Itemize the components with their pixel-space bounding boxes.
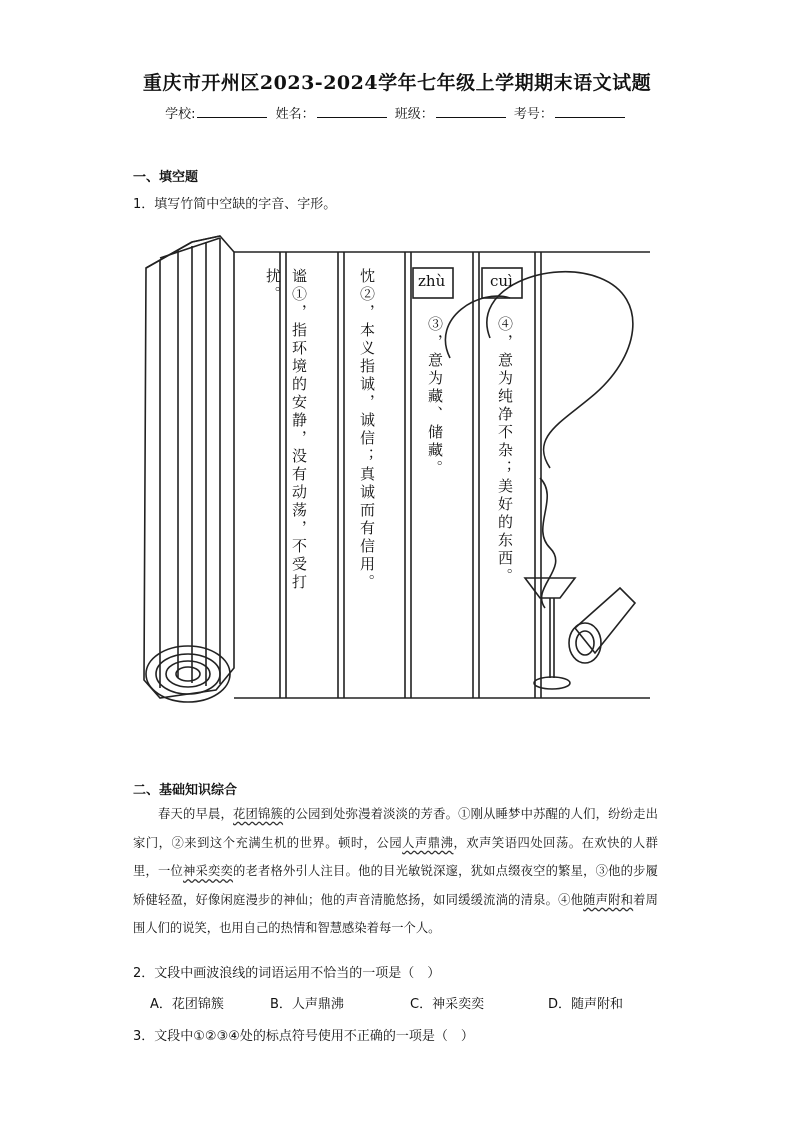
name-blank[interactable] [317,105,387,118]
reading-paragraph [133,800,658,943]
paragraph-text: 的老者格外引人注目。他的目光敏锐深邃，犹如点缀夜空的繁星，③他的步履矫健轻盈，好像闲庭漫步的神仙；他的声音清脆悠扬，如同缓缓流淌的清泉。④他 [133,864,658,907]
section-2-heading: 二、基础知识综合 [133,783,238,798]
paragraph-text: 着周围人们的说笑，也用自己的热情和智慧感染着每一个人。 [133,892,658,936]
scroll-pinyin-4: cuì [490,272,513,290]
option-b[interactable]: B．人声鼎沸 [270,997,344,1012]
bamboo-scroll-figure [130,228,670,708]
school-blank[interactable] [197,105,267,118]
class-blank[interactable] [436,105,506,118]
name-label: 姓名： [275,107,315,122]
question-3: 3．文段中①②③④处的标点符号使用不正确的一项是（ ） [133,1029,474,1044]
option-d[interactable]: D．随声附和 [548,997,624,1012]
exam-no-blank[interactable] [555,105,625,118]
question-1: 1．填写竹简中空缺的字音、字形。 [133,197,337,212]
wavy-word-4: 随声附和 [583,892,634,907]
bamboo-scroll-drawing [130,228,670,708]
scroll-column-4: ④，意为纯净不杂；美好的东西。 [496,316,514,586]
scroll-column-1a: 谧①，指环境的安静，没有动荡，不受打 [290,268,308,592]
school-label: 学校: [165,107,196,122]
option-a[interactable]: A．花团锦簇 [150,997,224,1012]
wavy-word-1: 花团锦簇 [233,807,284,821]
student-info-line [0,103,794,122]
scroll-column-2: 忱②，本义指诚，诚信；真诚而有信用。 [358,268,376,592]
paragraph-text: 春天的早晨， [158,807,234,821]
wavy-word-2: 人声鼎沸 [402,835,454,850]
wavy-word-3: 神采奕奕 [183,864,234,879]
scroll-pinyin-3: zhù [418,272,446,290]
paragraph-text: 的公园到处弥漫着淡淡的芳香。①刚从睡梦中苏醒的人们，纷纷走出家门，②来到这个充满生机的世界。顿时，公园 [133,807,658,850]
option-c[interactable]: C．神采奕奕 [410,997,485,1012]
page-title: 重庆市开州区2023-2024学年七年级上学期期末语文试题 [142,72,652,94]
scroll-column-1b: 扰。 [264,268,282,304]
class-label: 班级： [394,107,434,122]
scroll-column-3: ③，意为藏、储藏。 [426,316,444,478]
question-2: 2．文段中画波浪线的词语运用不恰当的一项是（ ） [133,966,441,981]
paragraph-text: ，欢声笑语四处回荡。在欢快的人群里，一位 [133,835,658,879]
exam-no-label: 考号： [513,107,553,122]
section-1-heading: 一、填空题 [133,170,199,185]
